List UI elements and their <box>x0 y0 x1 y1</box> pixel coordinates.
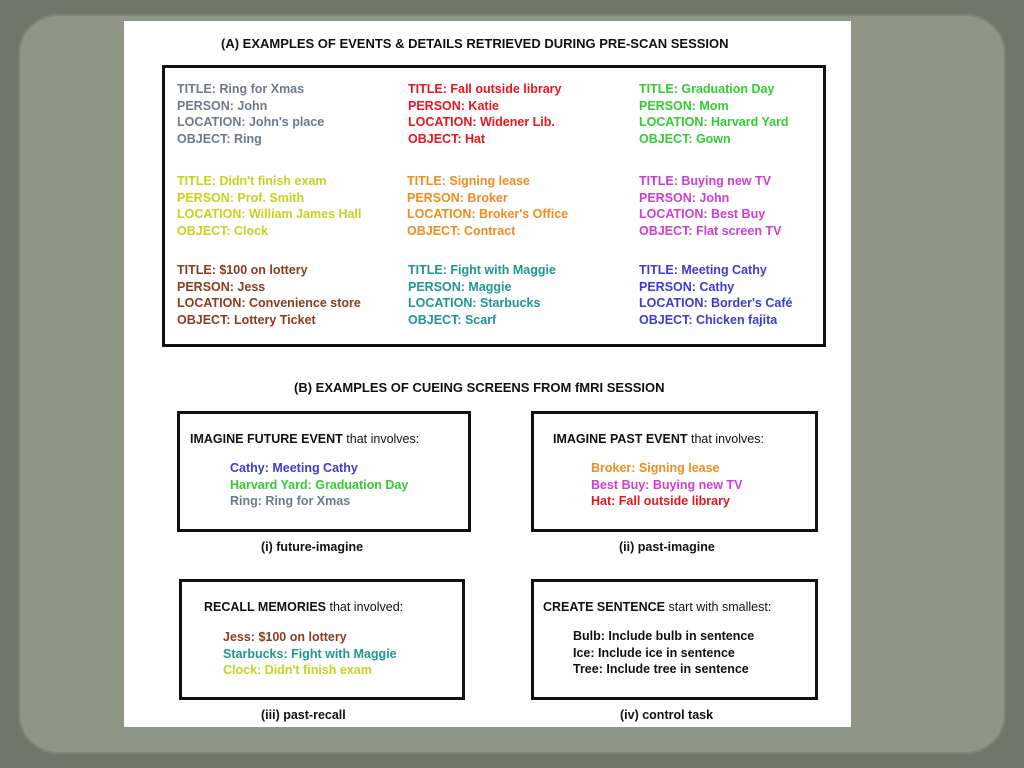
cue-prompt <box>543 600 771 614</box>
event-location: LOCATION: William James Hall <box>177 207 362 221</box>
event-location: LOCATION: Harvard Yard <box>639 115 789 129</box>
event-person: PERSON: Jess <box>177 279 266 294</box>
cue-item: Broker: Signing lease <box>591 461 720 475</box>
event-location: LOCATION: Widener Lib. <box>408 115 555 129</box>
cue-item: Ring: Ring for Xmas <box>230 494 351 508</box>
cue-prompt-bold: IMAGINE FUTURE EVENT <box>190 432 343 446</box>
event-title: TITLE: Signing lease <box>407 174 530 188</box>
cue-prompt-rest: that involves: <box>687 432 764 446</box>
event-person: PERSON: Katie <box>408 98 499 113</box>
event-location: LOCATION: John's place <box>177 115 325 129</box>
cue-prompt-bold: IMAGINE PAST EVENT <box>553 432 688 446</box>
event-person: PERSON: Broker <box>407 190 508 205</box>
caption-past-recall: (iii) past-recall <box>261 708 346 722</box>
cue-prompt-rest: start with smallest: <box>665 600 772 614</box>
event-card <box>408 262 556 328</box>
event-object: OBJECT: Clock <box>177 223 268 238</box>
cue-item: Starbucks: Fight with Maggie <box>223 646 397 661</box>
cue-prompt <box>553 432 764 446</box>
event-title: TITLE: $100 on lottery <box>177 263 308 277</box>
event-object: OBJECT: Flat screen TV <box>639 223 782 238</box>
event-person: PERSON: John <box>639 190 730 205</box>
panel-b-heading: (B) EXAMPLES OF CUEING SCREENS FROM fMRI SESSION <box>294 380 665 395</box>
cue-item: Hat: Fall outside library <box>591 494 730 508</box>
cue-item: Ice: Include ice in sentence <box>573 645 735 660</box>
event-object: OBJECT: Ring <box>177 131 262 146</box>
cue-items <box>591 460 742 510</box>
event-object: OBJECT: Lottery Ticket <box>177 312 316 327</box>
cue-items <box>230 460 408 510</box>
event-title: TITLE: Graduation Day <box>639 82 775 96</box>
event-card <box>639 81 789 147</box>
event-object: OBJECT: Hat <box>408 131 486 146</box>
cue-item: Tree: Include tree in sentence <box>573 662 749 676</box>
event-person: PERSON: Prof. Smith <box>177 190 305 205</box>
cue-prompt-rest: that involves: <box>342 432 420 446</box>
event-card <box>639 262 792 328</box>
cue-screen-control-task <box>531 579 818 700</box>
event-object: OBJECT: Contract <box>407 223 516 238</box>
event-location: LOCATION: Broker's Office <box>407 207 569 221</box>
figure <box>124 21 851 727</box>
cue-prompt <box>190 432 419 446</box>
panel-a-box <box>162 65 826 347</box>
event-person: PERSON: Cathy <box>639 279 735 294</box>
cue-prompt-rest: that involved: <box>326 600 404 614</box>
event-object: OBJECT: Gown <box>639 131 731 146</box>
caption-control-task: (iv) control task <box>620 708 714 722</box>
event-title: TITLE: Ring for Xmas <box>177 82 305 96</box>
cue-screen-past-imagine <box>531 411 818 532</box>
event-card <box>177 173 361 239</box>
event-location: LOCATION: Starbucks <box>408 296 541 310</box>
event-title: TITLE: Fall outside library <box>408 82 562 96</box>
cue-screen-past-recall <box>179 579 465 700</box>
event-location: LOCATION: Convenience store <box>177 296 361 310</box>
cue-item: Jess: $100 on lottery <box>223 630 347 644</box>
event-location: LOCATION: Border's Café <box>639 296 793 310</box>
cue-item: Clock: Didn't finish exam <box>223 663 372 677</box>
event-card <box>177 262 361 328</box>
event-card <box>639 173 781 239</box>
cue-prompt-bold: CREATE SENTENCE <box>543 600 666 614</box>
event-title: TITLE: Meeting Cathy <box>639 263 767 277</box>
event-title: TITLE: Fight with Maggie <box>408 263 556 277</box>
event-title: TITLE: Didn't finish exam <box>177 174 327 188</box>
event-person: PERSON: Mom <box>639 98 729 113</box>
cue-items <box>573 628 754 678</box>
caption-future-imagine: (i) future-imagine <box>261 540 364 554</box>
event-card <box>177 81 324 147</box>
cue-prompt-bold: RECALL MEMORIES <box>204 600 326 614</box>
cue-item: Bulb: Include bulb in sentence <box>573 629 755 643</box>
cue-prompt <box>204 600 403 614</box>
cue-screen-future-imagine <box>177 411 471 532</box>
event-card <box>407 173 568 239</box>
cue-item: Harvard Yard: Graduation Day <box>230 477 409 492</box>
cue-items <box>223 629 397 679</box>
event-location: LOCATION: Best Buy <box>639 207 766 221</box>
event-person: PERSON: Maggie <box>408 279 512 294</box>
event-object: OBJECT: Scarf <box>408 312 497 327</box>
panel-a-heading: (A) EXAMPLES OF EVENTS & DETAILS RETRIEVED DURING PRE-SCAN SESSION <box>221 36 729 51</box>
cue-item: Cathy: Meeting Cathy <box>230 461 358 475</box>
event-title: TITLE: Buying new TV <box>639 174 771 188</box>
cue-item: Best Buy: Buying new TV <box>591 477 743 492</box>
event-card <box>408 81 562 147</box>
caption-past-imagine: (ii) past-imagine <box>619 540 715 554</box>
event-person: PERSON: John <box>177 98 268 113</box>
event-object: OBJECT: Chicken fajita <box>639 312 778 327</box>
